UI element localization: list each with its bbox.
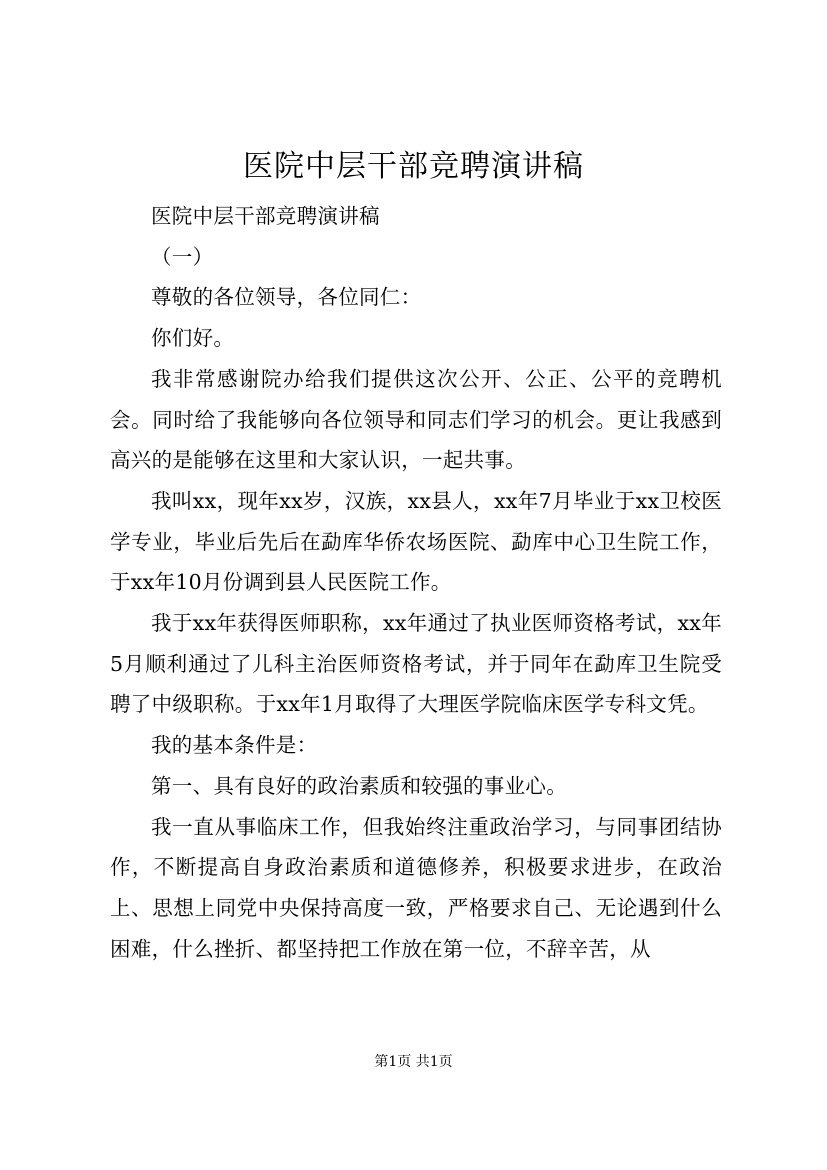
paragraph-self-intro: 我叫xx，现年xx岁，汉族，xx县人，xx年7月毕业于xx卫校医学专业，毕业后先后在勐库华侨农场医院、勐库中心卫生院工作，于xx年10月份调到县人民医院工作。 <box>110 488 722 595</box>
paragraph-subtitle: 医院中层干部竞聘演讲稿 <box>151 204 380 228</box>
paragraph-greeting: 你们好。 <box>151 326 235 351</box>
document-title: 医院中层干部竞聘演讲稿 <box>243 149 584 184</box>
page-footer: 第1页 共1页 <box>374 1054 453 1070</box>
paragraph-condition-one: 第一、具有良好的政治素质和较强的事业心。 <box>151 773 567 798</box>
paragraph-conditions-heading: 我的基本条件是： <box>151 733 318 758</box>
paragraph-condition-one-detail: 我一直从事临床工作，但我始终注重政治学习，与同事团结协作，不断提高自身政治素质和道德修养，积极要求进步，在政治上、思想上同党中央保持高度一致，严格要求自己、无论遇到什么困难，什么挫折、都坚持把工作放在第一位，不辞辛苦，从 <box>110 814 722 961</box>
document-body <box>110 196 722 969</box>
paragraph-salutation: 尊敬的各位领导，各位同仁： <box>151 285 422 310</box>
paragraph-section-number: （一） <box>151 244 214 269</box>
paragraph-qualifications: 我于xx年获得医师职称，xx年通过了执业医师资格考试，xx年5月顺利通过了儿科主治医师资格考试，并于同年在勐库卫生院受聘了中级职称。于xx年1月取得了大理医学院临床医学专科文凭。 <box>110 611 722 717</box>
paragraph-thanks: 我非常感谢院办给我们提供这次公开、公正、公平的竞聘机会。同时给了我能够向各位领导和同志们学习的机会。更让我感到高兴的是能够在这里和大家认识，一起共事。 <box>110 366 722 473</box>
